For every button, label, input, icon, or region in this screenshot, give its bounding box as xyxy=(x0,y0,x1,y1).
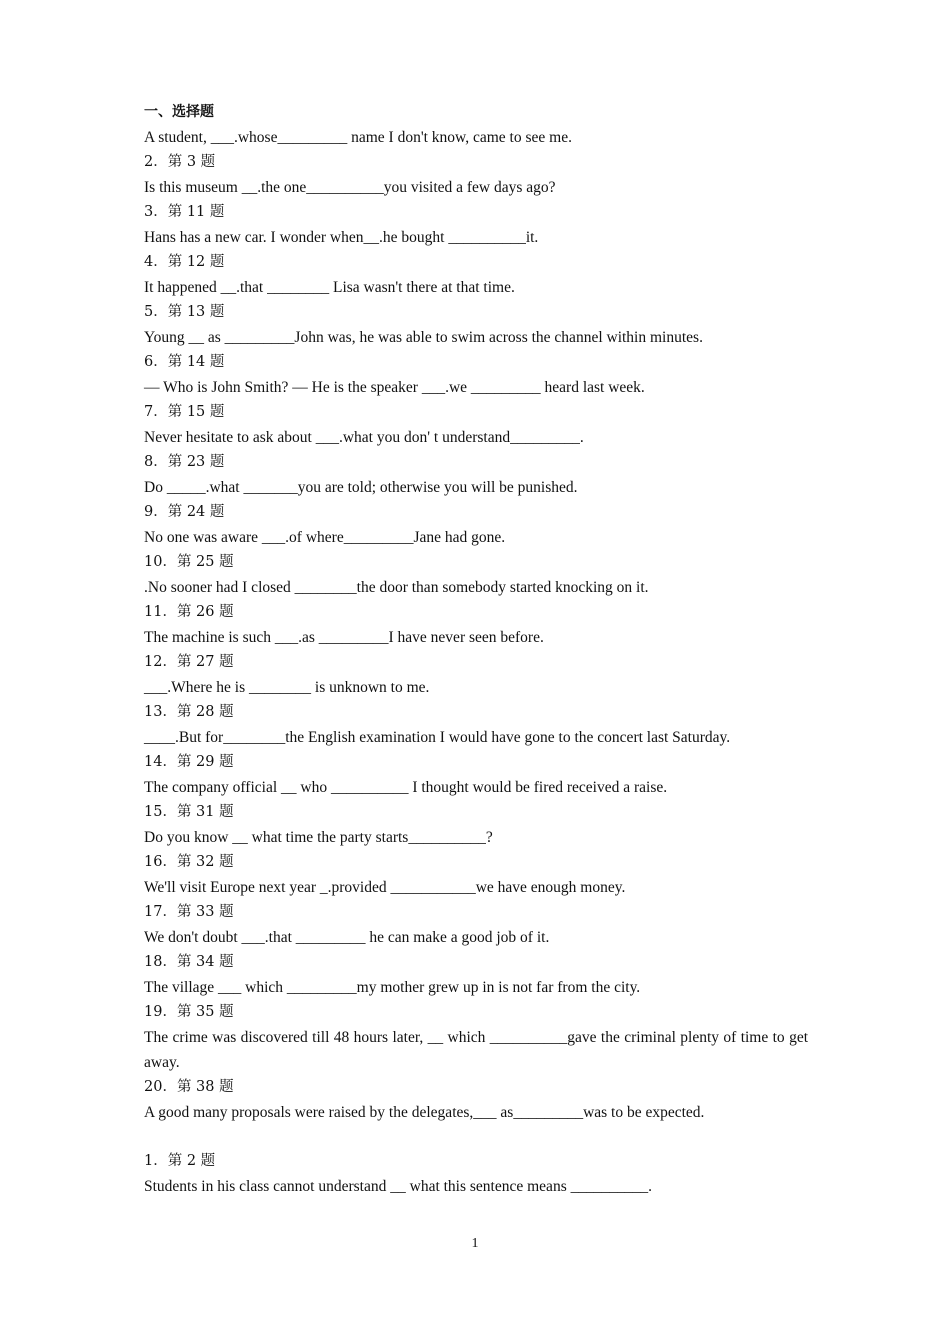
question-heading: 4．第 12 题 xyxy=(144,254,225,270)
question-heading: 8．第 23 题 xyxy=(144,454,225,470)
question-heading: 2．第 3 题 xyxy=(144,154,216,170)
page-number: 1 xyxy=(471,1236,479,1251)
question-text: ____.But for________the English examination I would have gone to the concert last Saturday. xyxy=(144,729,731,746)
question-text: The crime was discovered till 48 hours later, __ which __________gave the criminal plenty of time to get away. xyxy=(144,1029,812,1071)
question-heading: 5．第 13 题 xyxy=(144,304,225,320)
question-text: It happened __.that ________ Lisa wasn't there at that time. xyxy=(144,279,515,296)
question-text: We don't doubt ___.that _________ he can make a good job of it. xyxy=(144,929,550,946)
question-text: The village ___ which _________my mother grew up in is not far from the city. xyxy=(144,979,641,996)
question-text: ___.Where he is ________ is unknown to me. xyxy=(144,679,430,696)
question-text: — Who is John Smith? — He is the speaker ___.we _________ heard last week. xyxy=(144,379,645,396)
question-heading: 12．第 27 题 xyxy=(144,654,234,670)
question-text: No one was aware ___.of where_________Jane had gone. xyxy=(144,529,506,546)
question-text: Do you know __ what time the party starts__________? xyxy=(144,829,493,846)
question-heading: 9．第 24 题 xyxy=(144,504,225,520)
question-heading: 7．第 15 题 xyxy=(144,404,225,420)
question-text: .No sooner had I closed ________the door than somebody started knocking on it. xyxy=(144,579,649,596)
question-heading: 13．第 28 题 xyxy=(144,704,234,720)
question-heading: 16．第 32 题 xyxy=(144,854,234,870)
question-heading: 19．第 35 题 xyxy=(144,1004,234,1020)
question-text: Is this museum __.the one__________you visited a few days ago? xyxy=(144,179,556,196)
question-text: The company official __ who __________ I thought would be fired received a raise. xyxy=(144,779,668,796)
question-heading: 14．第 29 题 xyxy=(144,754,234,770)
question-heading: 3．第 11 题 xyxy=(144,204,225,220)
question-text: Never hesitate to ask about ___.what you don' t understand_________. xyxy=(144,429,584,446)
question-text: A student, ___.whose_________ name I don't know, came to see me. xyxy=(144,129,572,146)
question-heading: 17．第 33 题 xyxy=(144,904,234,920)
question-heading: 11．第 26 题 xyxy=(144,604,234,620)
question-text: A good many proposals were raised by the delegates,___ as_________was to be expected. xyxy=(144,1104,705,1121)
section-title: 一、选择题 xyxy=(144,104,214,120)
question-heading: 15．第 31 题 xyxy=(144,804,234,820)
question-text: Students in his class cannot understand __ what this sentence means __________. xyxy=(144,1178,652,1195)
question-text: Do _____.what _______you are told; otherwise you will be punished. xyxy=(144,479,578,496)
question-heading: 1．第 2 题 xyxy=(144,1153,216,1169)
question-text: Hans has a new car. I wonder when__.he bought __________it. xyxy=(144,229,539,246)
question-text: We'll visit Europe next year _.provided ___________we have enough money. xyxy=(144,879,626,896)
question-text: The machine is such ___.as _________I have never seen before. xyxy=(144,629,544,646)
question-heading: 20．第 38 题 xyxy=(144,1079,234,1095)
question-text: Young __ as _________John was, he was able to swim across the channel within minutes. xyxy=(144,329,703,346)
blank-spacer xyxy=(144,1125,808,1149)
question-heading: 6．第 14 题 xyxy=(144,354,225,370)
document-body xyxy=(144,100,812,1199)
question-heading: 10．第 25 题 xyxy=(144,554,234,570)
question-heading: 18．第 34 题 xyxy=(144,954,234,970)
